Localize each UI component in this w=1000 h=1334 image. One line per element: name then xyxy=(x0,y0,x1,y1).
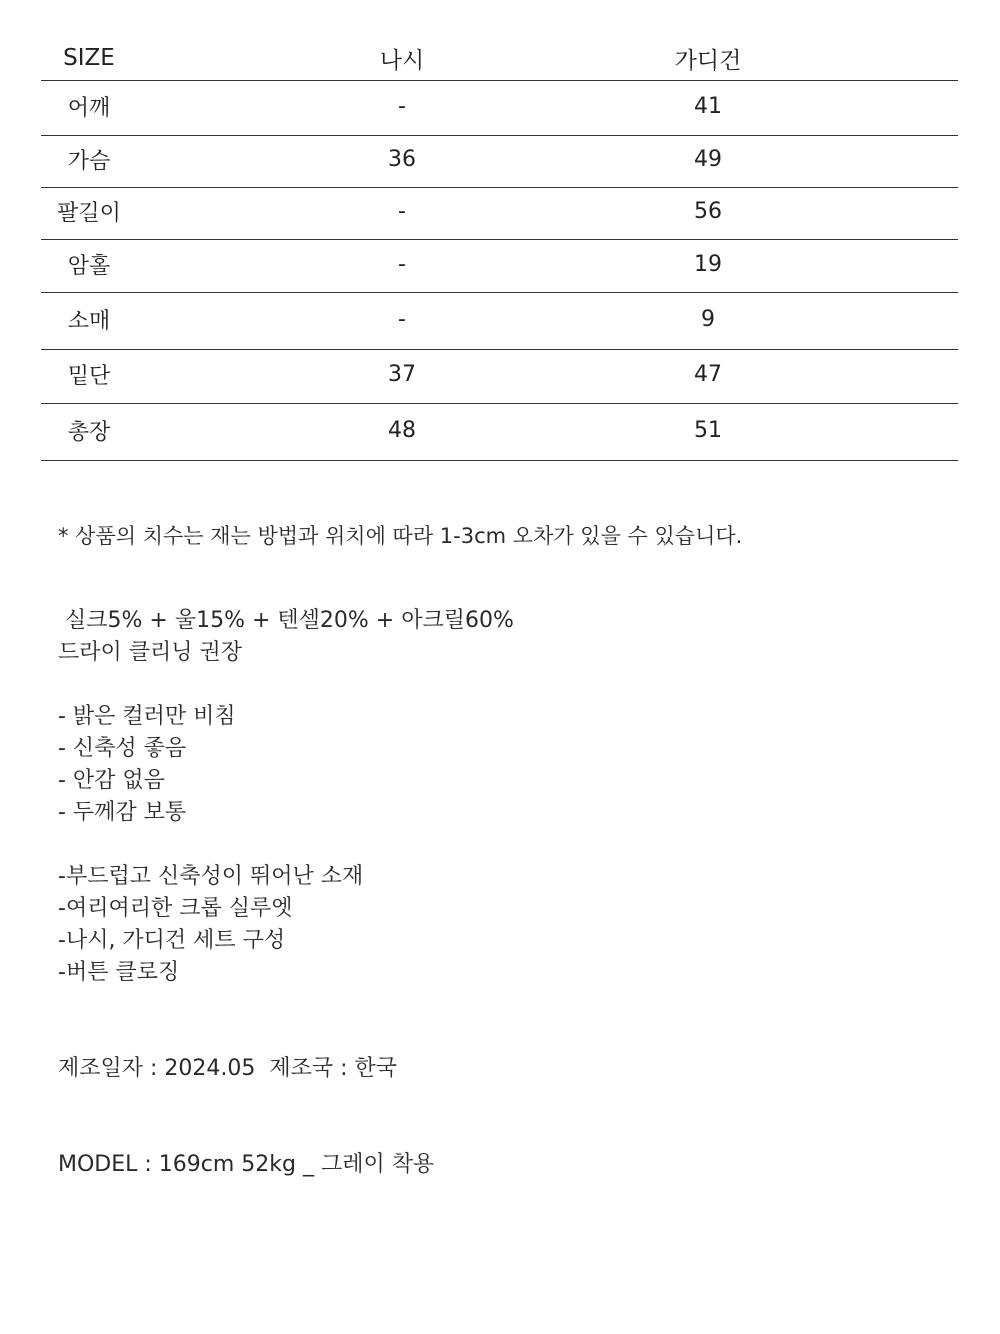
list-item: - 밝은 컬러만 비침 xyxy=(58,704,236,729)
sleeveless-value: - xyxy=(398,251,406,277)
table-row xyxy=(41,293,958,350)
list-item: -여리여리한 크롭 실루엣 xyxy=(58,896,293,921)
list-item: -버튼 클로징 xyxy=(58,960,180,985)
cardigan-value: 41 xyxy=(694,93,722,119)
sleeveless-value: - xyxy=(398,93,406,119)
row-label: 소매 xyxy=(67,308,111,334)
size-table xyxy=(41,38,958,461)
material-block xyxy=(58,605,514,669)
row-label: 가슴 xyxy=(67,149,111,174)
sleeveless-value: 36 xyxy=(388,147,416,172)
model-info: MODEL : 169cm 52kg _ 그레이 착용 xyxy=(58,1152,435,1177)
list-item: - 신축성 좋음 xyxy=(58,736,187,761)
row-label: 암홀 xyxy=(67,253,111,279)
measurement-notice: * 상품의 치수는 재는 방법과 위치에 따라 1-3cm 오차가 있을 수 있습니다. xyxy=(58,524,743,548)
cardigan-value: 9 xyxy=(701,306,715,332)
list-item: -나시, 가디건 세트 구성 xyxy=(58,928,286,953)
list-item: - 두께감 보통 xyxy=(58,800,187,825)
manufacture-info: 제조일자 : 2024.05 제조국 : 한국 xyxy=(58,1056,398,1081)
table-row xyxy=(41,81,958,136)
sleeveless-value: - xyxy=(398,306,406,332)
row-label: 총장 xyxy=(67,419,111,445)
sleeveless-value: 37 xyxy=(388,362,416,387)
table-row xyxy=(41,188,958,240)
cardigan-value: 56 xyxy=(694,199,722,224)
list-item: -부드럽고 신축성이 뛰어난 소재 xyxy=(58,864,364,889)
row-label: 팔길이 xyxy=(57,201,121,226)
header-size: SIZE xyxy=(63,45,115,71)
sleeveless-value: - xyxy=(398,199,406,224)
table-row xyxy=(41,136,958,188)
cardigan-value: 19 xyxy=(694,251,722,277)
table-row xyxy=(41,240,958,293)
header-cardigan: 가디건 xyxy=(674,47,742,74)
feature-list xyxy=(58,861,363,989)
table-row xyxy=(41,404,958,461)
table-row xyxy=(41,350,958,404)
sleeveless-value: 48 xyxy=(388,417,416,443)
cardigan-value: 47 xyxy=(694,362,722,387)
header-sleeveless: 나시 xyxy=(379,47,425,74)
list-item: - 안감 없음 xyxy=(58,768,165,793)
cardigan-value: 49 xyxy=(694,147,722,172)
table-header-row xyxy=(41,38,958,81)
care-instruction: 드라이 클리닝 권장 xyxy=(58,640,243,665)
cardigan-value: 51 xyxy=(694,417,722,443)
row-label: 밑단 xyxy=(67,364,111,389)
row-label: 어깨 xyxy=(67,95,111,121)
material-composition: 실크5% + 울15% + 텐셀20% + 아크릴60% xyxy=(58,608,514,633)
fabric-notes xyxy=(58,701,236,829)
